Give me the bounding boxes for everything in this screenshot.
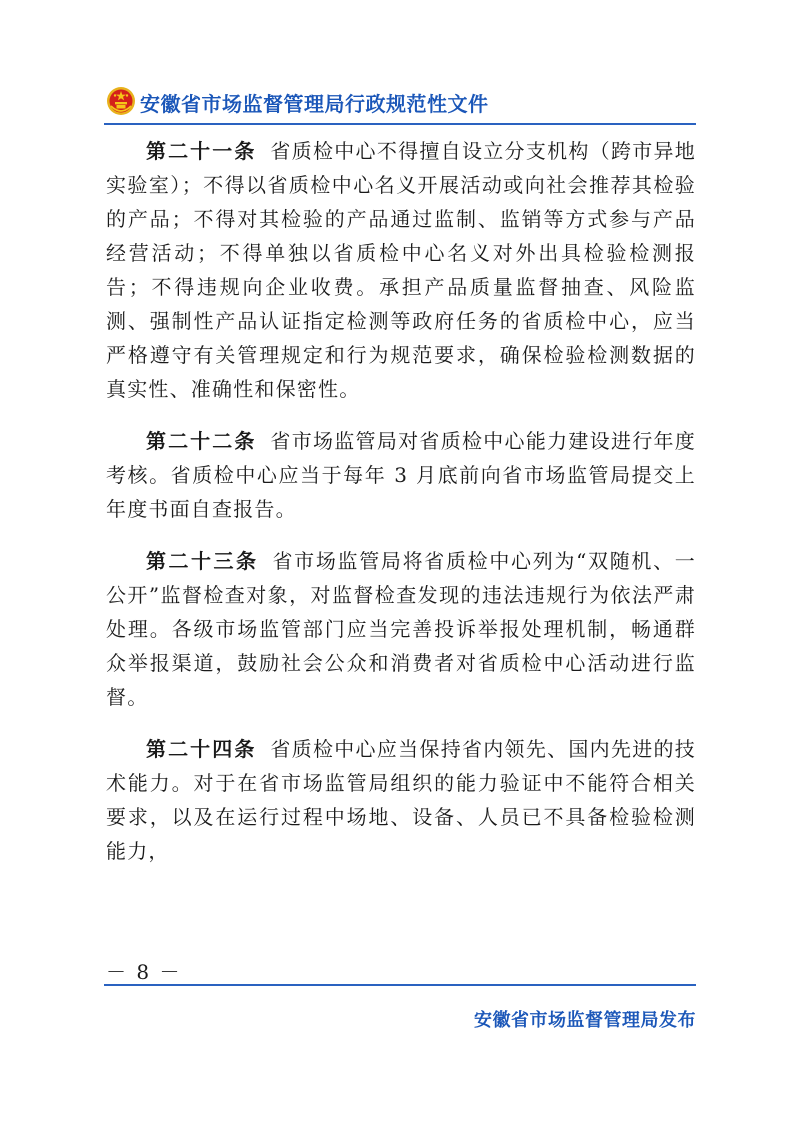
article-paragraph <box>106 732 696 868</box>
header-title: 安徽省市场监督管理局行政规范性文件 <box>140 92 489 116</box>
article-number: 第二十二条 <box>146 429 257 453</box>
article-paragraph <box>106 424 696 526</box>
article-number: 第二十四条 <box>146 737 257 761</box>
page-number: － 8 － <box>106 960 182 984</box>
article-number: 第二十一条 <box>146 139 257 163</box>
national-emblem-icon <box>106 86 136 116</box>
footer-divider <box>104 984 696 986</box>
article-text: 省质检中心应当保持省内领先、国内先进的技术能力。对于在省市场监管局组织的能力验证中不能符合相关要求，以及在运行过程中场地、设备、人员已不具备检验检测能力， <box>106 737 697 863</box>
article-text: 省市场监管局将省质检中心列为“双随机、一公开”监督检查对象，对监督检查发现的违法违规行为依法严肃处理。各级市场监管部门应当完善投诉举报处理机制，畅通群众举报渠道，鼓励社会公众和消费者对省质检中心活动进行监督。 <box>106 549 696 709</box>
article-text: 省市场监管局对省质检中心能力建设进行年度考核。省质检中心应当于每年 3 月底前向省市场监管局提交上年度书面自查报告。 <box>106 429 697 521</box>
article-text: 省质检中心不得擅自设立分支机构（跨市异地实验室）；不得以省质检中心名义开展活动或向社会推荐其检验的产品；不得对其检验的产品通过监制、监销等方式参与产品经营活动；不得单独以省质检中心名义对外出具检验检测报告；不得违规向企业收费。承担产品质量监督抽查、风险监测、强制性产品认证指定检测等政府任务的省质检中心，应当严格遵守有关管理规定和行为规范要求，确保检验检测数据的真实性、准确性和保密性。 <box>106 139 697 401</box>
publisher-label: 安徽省市场监督管理局发布 <box>474 1010 696 1031</box>
document-body <box>106 134 696 886</box>
article-paragraph <box>106 544 696 714</box>
article-paragraph <box>106 134 696 406</box>
article-number: 第二十三条 <box>146 549 259 573</box>
document-header <box>104 84 704 120</box>
header-divider <box>104 123 696 125</box>
